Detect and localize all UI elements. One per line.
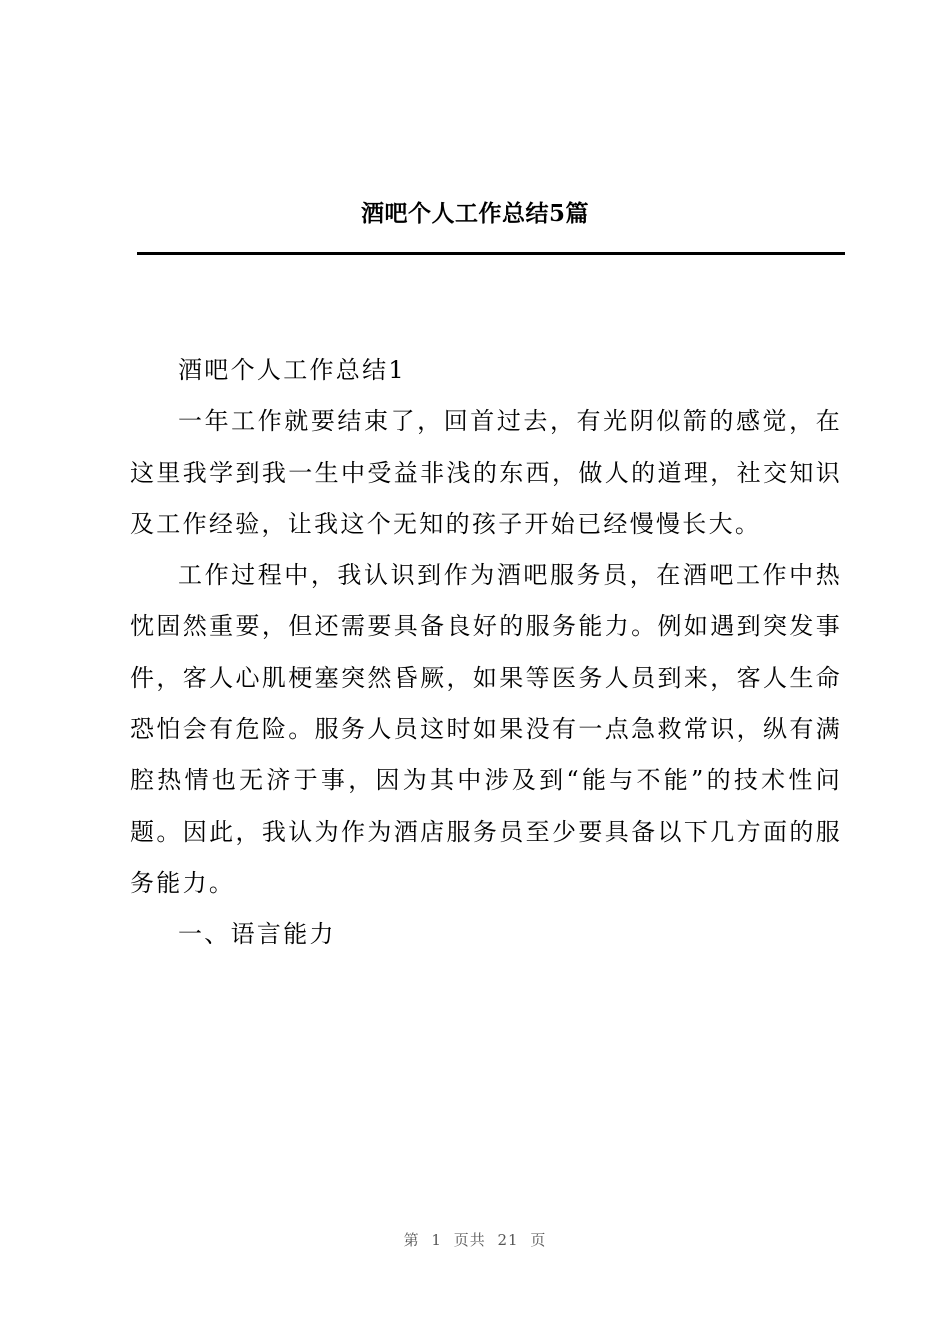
paragraph: 工作过程中，我认识到作为酒吧服务员，在酒吧工作中热忱固然重要，但还需要具备良好的服务能力。例如遇到突发事件，客人心肌梗塞突然昏厥，如果等医务人员到来，客人生命恐怕会有危险。服务人员这时如果没有一点急救常识，纵有满腔热情也无济于事，因为其中涉及到“能与不能”的技术性问题。因此，我认为作为酒店服务员至少要具备以下几方面的服务能力。 xyxy=(130,561,842,897)
subsection-heading: 一、语言能力 xyxy=(178,920,336,949)
document-title: 酒吧个人工作总结5篇 xyxy=(360,200,589,227)
document-body xyxy=(130,345,842,961)
section-heading: 酒吧个人工作总结1 xyxy=(178,356,406,384)
paragraph: 一年工作就要结束了，回首过去，有光阴似箭的感觉，在这里我学到我一生中受益非浅的东西，做人的道理，社交知识及工作经验，让我这个无知的孩子开始已经慢慢长大。 xyxy=(130,407,842,538)
title-divider xyxy=(137,252,845,255)
page-footer: 第 1 页共 21 页 xyxy=(403,1231,547,1249)
